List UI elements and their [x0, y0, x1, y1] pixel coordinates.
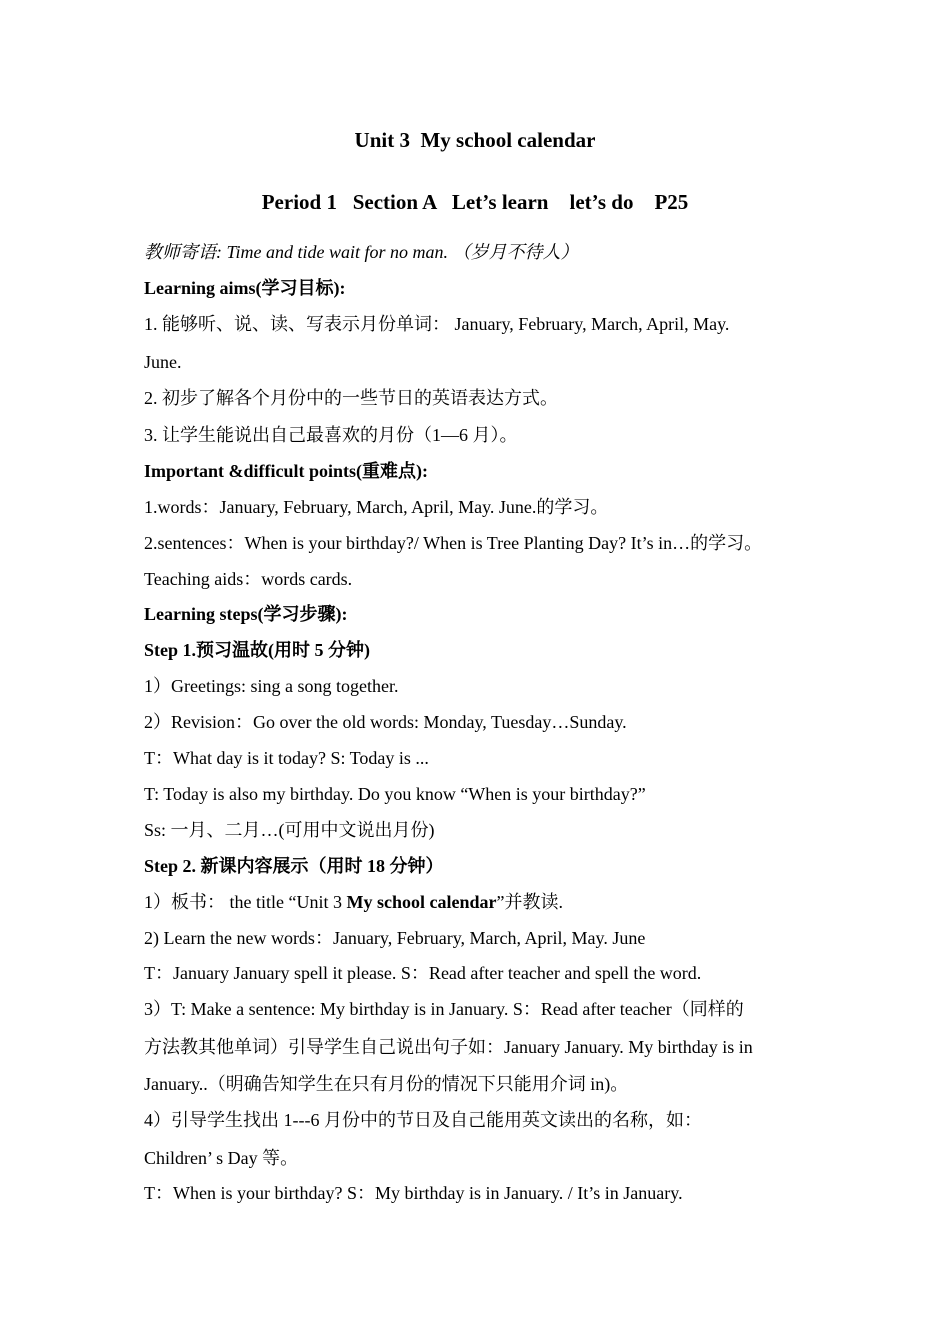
step-2-item-1: [144, 891, 563, 913]
aims-heading: Learning aims(学习目标):: [144, 278, 346, 298]
step-1-item-2: 2）Revision：Go over the old words: Monday, Tuesday…Sunday.: [144, 712, 627, 732]
steps-heading: Learning steps(学习步骤):: [144, 604, 348, 624]
step-2-item-1-post: ”并教读.: [496, 892, 563, 912]
aim-1-line-2: June.: [144, 352, 182, 372]
step-2-item-1-pre: 1）板书： the title “Unit 3: [144, 892, 347, 912]
aim-1-line-1: 1. 能够听、说、读、写表示月份单词： January, February, March, April, May.: [144, 314, 730, 334]
point-2: 2.sentences：When is your birthday?/ When is Tree Planting Day? It’s in…的学习。: [144, 533, 763, 553]
step-2-dialogue-2: T：When is your birthday? S：My birthday is in January. / It’s in January.: [144, 1183, 683, 1203]
points-heading: Important &difficult points(重难点):: [144, 461, 428, 481]
motto-text: : Time and tide wait for no man. （岁月不待人）: [216, 242, 579, 262]
step-1-item-1: 1）Greetings: sing a song together.: [144, 676, 399, 696]
document-subtitle: Period 1 Section A Let’s learn let’s do P25: [261, 190, 689, 214]
document-title: Unit 3 My school calendar: [354, 128, 596, 152]
step-2-item-3-line-1: 3）T: Make a sentence: My birthday is in January. S：Read after teacher（同样的: [144, 999, 744, 1019]
motto-line: [144, 241, 579, 263]
step-1-dialogue-2: T: Today is also my birthday. Do you know “When is your birthday?”: [144, 784, 646, 804]
step-2-item-4-line-1: 4）引导学生找出 1---6 月份中的节日及自己能用英文读出的名称，如：: [144, 1110, 702, 1130]
point-1: 1.words：January, February, March, April, May. June.的学习。: [144, 497, 609, 517]
step-1-students: Ss: 一月、二月…(可用中文说出月份): [144, 820, 435, 840]
step-2-item-2: 2) Learn the new words：January, February, March, April, May. June: [144, 928, 646, 948]
motto-label: 教师寄语: [144, 242, 216, 262]
step-2-item-1-bold: My school calendar: [346, 892, 497, 912]
step-1-heading: Step 1.预习温故(用时 5 分钟): [144, 640, 370, 660]
aim-2: 2. 初步了解各个月份中的一些节日的英语表达方式。: [144, 388, 558, 408]
step-1-dialogue-1: T：What day is it today? S: Today is ...: [144, 748, 429, 768]
step-2-item-4-line-2: Children’ s Day 等。: [144, 1148, 299, 1168]
step-2-dialogue-1: T：January January spell it please. S：Read after teacher and spell the word.: [144, 963, 702, 983]
aim-3: 3. 让学生能说出自己最喜欢的月份（1—6 月）。: [144, 425, 518, 445]
step-2-item-3-line-3: January..（明确告知学生在只有月份的情况下只能用介词 in)。: [144, 1074, 629, 1094]
teaching-aids: Teaching aids：words cards.: [144, 569, 353, 589]
step-2-item-3-line-2: 方法教其他单词）引导学生自己说出句子如：January January. My birthday is in: [144, 1037, 753, 1057]
step-2-heading: Step 2. 新课内容展示（用时 18 分钟）: [144, 856, 444, 876]
